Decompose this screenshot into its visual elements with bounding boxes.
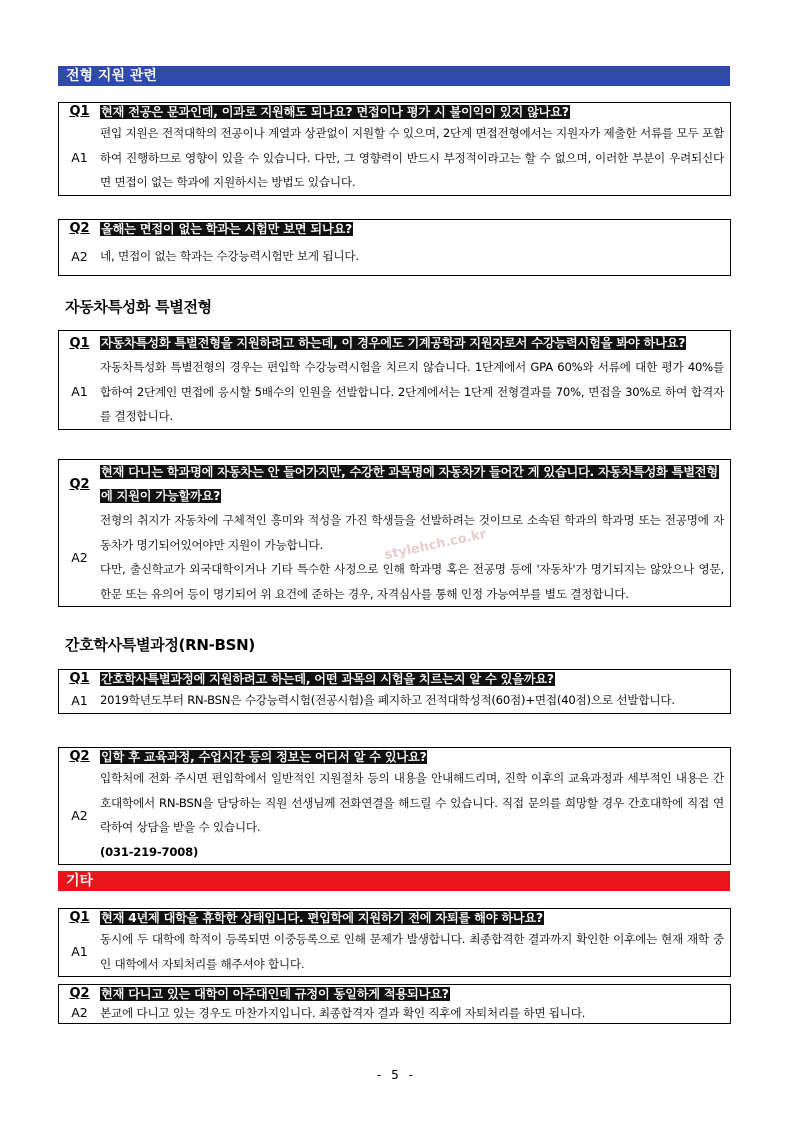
answer-text: 2019학년도부터 RN-BSN은 수강능력시험(전공시험)을 폐지하고 전적대학성적(60점)+면접(40점)으로 선발합니다.	[100, 693, 675, 707]
watermark: stylehch.co.kr	[383, 526, 488, 564]
qa-block-nursing-2	[58, 747, 731, 865]
answer-text	[100, 766, 730, 864]
question-label: Q2	[69, 749, 90, 764]
question-label: Q1	[69, 671, 90, 686]
qa-block-admission-2	[58, 219, 731, 276]
answer-text: 네, 면접이 없는 학과는 수강능력시험만 보게 됩니다.	[100, 249, 359, 263]
qa-block-other-2	[58, 984, 731, 1024]
answer-label: A2	[71, 549, 88, 565]
answer-label: A1	[71, 384, 88, 400]
section-header-admission: 전형 지원 관련	[58, 66, 730, 86]
section-header-other: 기타	[58, 871, 730, 891]
subheading-nursing: 간호학사특별과정(RN-BSN)	[65, 636, 255, 654]
question-text: 현재 다니는 학과명에 자동차는 안 들어가지만, 수강한 과목명에 자동차가 들어간 게 있습니다. 자동차특성화 특별전형에 지원이 가능할까요?	[101, 465, 718, 503]
question-text: 현재 4년제 대학을 휴학한 상태입니다. 편입학에 지원하기 전에 자퇴를 해야 하나요?	[101, 911, 543, 925]
question-text: 입학 후 교육과정, 수업시간 등의 정보는 어디서 알 수 있나요?	[101, 750, 427, 764]
page-number: - 5 -	[377, 1068, 416, 1082]
answer-text: 편입 지원은 전적대학의 전공이나 계열과 상관없이 지원할 수 있으며, 2단계 면접전형에서는 지원자가 제출한 서류를 모두 포함하여 진행하므로 영향이 있을 수 있습니다. 다만, 그 영향력이 반드시 부정적이라고는 할 수 없으며, 이러한 부분이 우려되신다면 면접이 없는 학과에 지원하시는 방법도 있습니다.	[100, 126, 724, 189]
question-label: Q2	[69, 476, 90, 492]
answer-label: A2	[71, 248, 88, 264]
answer-label: A1	[71, 150, 88, 166]
qa-block-auto-2	[58, 459, 731, 607]
answer-paragraph-1: 전형의 취지가 자동차에 구체적인 흥미와 적성을 가진 학생들을 선발하려는 것이므로 소속된 학과의 학과명 또는 전공명에 자동차가 명기되어있어야만 지원이 가능합니다.	[100, 513, 724, 552]
qa-block-nursing-1	[58, 669, 731, 714]
answer-text: 동시에 두 대학에 학적이 등록되면 이중등록으로 인해 문제가 발생합니다. 최종합격한 결과까지 확인한 이후에는 현재 재학 중인 대학에서 자퇴처리를 해주셔야 합니다.	[100, 932, 724, 971]
question-label: Q1	[69, 910, 90, 925]
answer-label: A1	[71, 944, 88, 959]
answer-text: 자동차특성화 특별전형의 경우는 편입학 수강능력시험을 치르지 않습니다. 1단계에서 GPA 60%와 서류에 대한 평가 40%를 합하여 2단계인 면접에 응시할 5배수의 인원을 선발합니다. 2단계에서는 1단계 전형결과를 70%, 면접을 30%로 하여 합격자를 결정합니다.	[100, 360, 724, 423]
question-text: 자동차특성화 특별전형을 지원하려고 하는데, 이 경우에도 기계공학과 지원자로서 수강능력시험을 봐야 하나요?	[101, 336, 686, 350]
question-text: 간호학사특별과정에 지원하려고 하는데, 어떤 과목의 시험을 치르는지 알 수 있을까요?	[101, 672, 554, 686]
answer-paragraph: 입학처에 전화 주시면 편입학에서 일반적인 지원절차 등의 내용을 안내해드리며, 진학 이후의 교육과정과 세부적인 내용은 간호대학에서 RN-BSN을 담당하는 직원 선생님께 전화연결을 해드릴 수 있습니다. 직접 문의를 희망할 경우 간호대학에 직접 연락하여 상담을 받을 수 있습니다.	[100, 771, 724, 834]
subheading-auto: 자동차특성화 특별전형	[65, 298, 212, 316]
question-text: 올해는 면접이 없는 학과는 시험만 보면 되나요?	[101, 222, 353, 236]
answer-label: A2	[71, 1005, 88, 1020]
question-label: Q1	[69, 104, 90, 119]
qa-block-admission-1	[58, 102, 731, 196]
qa-block-auto-1	[58, 330, 731, 430]
question-label: Q2	[69, 986, 90, 1001]
question-text: 현재 다니고 있는 대학이 아주대인데 규정이 동일하게 적용되나요?	[101, 987, 449, 1001]
qa-block-other-1	[58, 908, 731, 977]
phone-number: (031-219-7008)	[100, 844, 199, 859]
question-label: Q1	[69, 335, 90, 351]
answer-text: 본교에 다니고 있는 경우도 마찬가지입니다. 최종합격자 결과 확인 직후에 자퇴처리를 하면 됩니다.	[100, 1006, 586, 1020]
answer-paragraph-2: 다만, 출신학교가 외국대학이거나 기타 특수한 사정으로 인해 학과명 혹은 전공명 등에 '자동차'가 명기되지는 않았으나 영문, 한문 또는 유의어 등이 명기되어 위 요건에 준하는 경우, 자격심사를 통해 인정 가능여부를 별도 결정합니다.	[100, 562, 724, 601]
answer-text	[100, 508, 730, 606]
answer-label: A2	[71, 807, 88, 823]
question-label: Q2	[69, 221, 90, 236]
question-text: 현재 전공은 문과인데, 이과로 지원해도 되나요? 면접이나 평가 시 불이익이 있지 않나요?	[101, 105, 569, 119]
answer-label: A1	[71, 692, 88, 708]
